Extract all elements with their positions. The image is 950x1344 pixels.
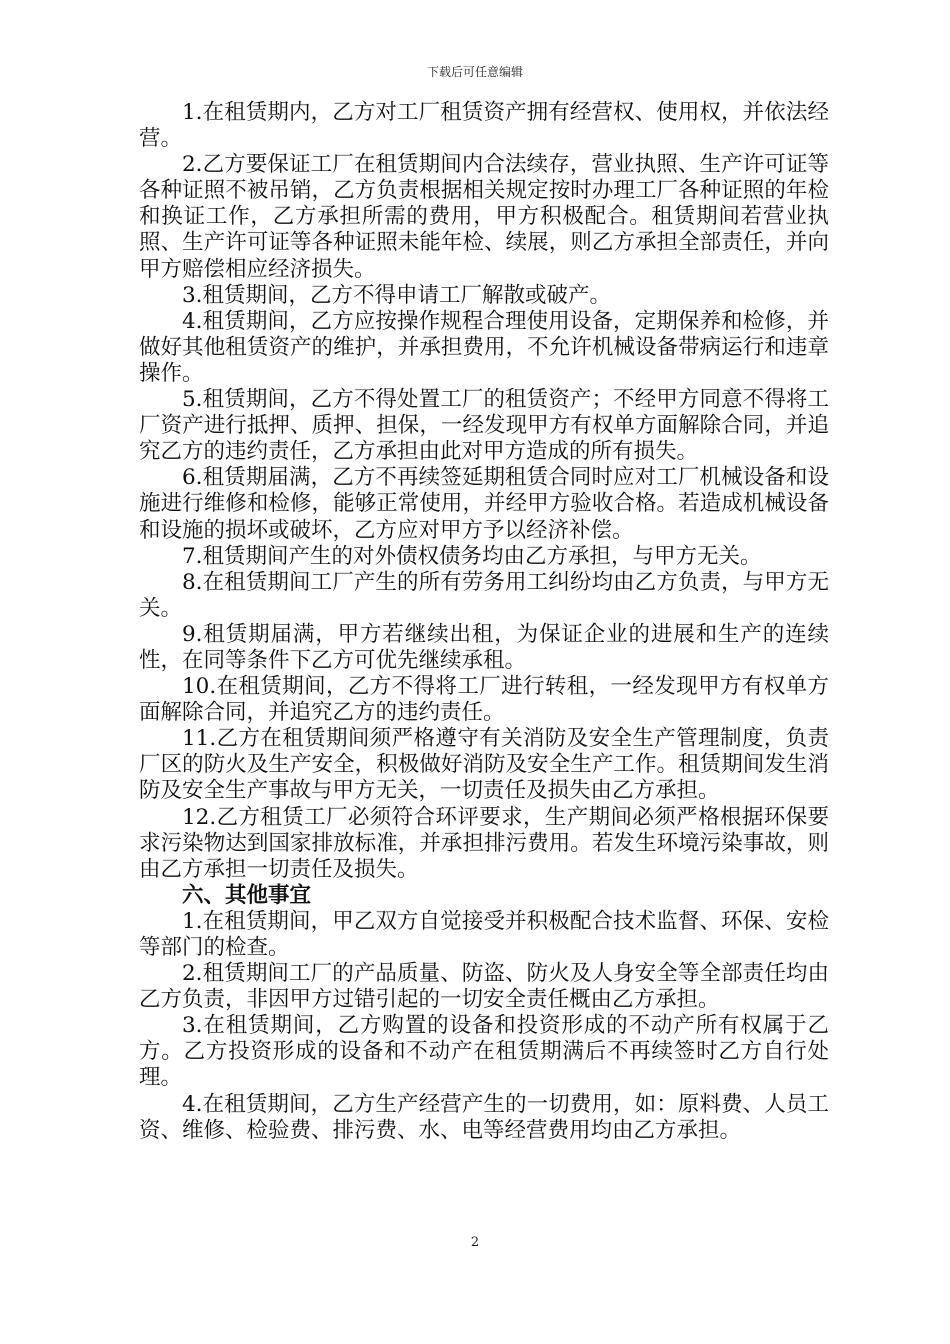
clause-5-6: 6.租赁期届满，乙方不再续签延期租赁合同时应对工厂机械设备和设施进行维修和检修，能够正常使用，并经甲方验收合格。若造成机械设备和设施的损坏或破坏，乙方应对甲方予以经济补偿。 (139, 465, 829, 543)
clause-5-7: 7.租赁期间产生的对外债权债务均由乙方承担，与甲方无关。 (182, 543, 762, 569)
clause-6-2: 2.租赁期间工厂的产品质量、防盗、防火及人身安全等全部责任均由乙方负责，非因甲方过错引起的一切安全责任概由乙方承担。 (139, 961, 829, 1013)
clause-5-4: 4.租赁期间，乙方应按操作规程合理使用设备，定期保养和检修，并做好其他租赁资产的维护，并承担费用，不允许机械设备带病运行和违章操作。 (139, 308, 829, 386)
section-6-title: 六、其他事宜 (182, 882, 312, 908)
clause-5-10: 10.在租赁期间，乙方不得将工厂进行转租，一经发现甲方有权单方面解除合同，并追究乙方的违约责任。 (139, 674, 829, 726)
clause-6-3: 3.在租赁期间，乙方购置的设备和投资形成的不动产所有权属于乙方。乙方投资形成的设备和不动产在租赁期满后不再续签时乙方自行处理。 (139, 1013, 829, 1091)
clause-5-5: 5.租赁期间，乙方不得处置工厂的租赁资产；不经甲方同意不得将工厂资产进行抵押、质押、担保，一经发现甲方有权单方面解除合同，并追究乙方的违约责任，乙方承担由此对甲方造成的所有损失。 (139, 387, 829, 465)
clause-6-1: 1.在租赁期间，甲乙双方自觉接受并积极配合技术监督、环保、安检等部门的检查。 (139, 908, 829, 960)
clause-5-2: 2.乙方要保证工厂在租赁期间内合法续存，营业执照、生产许可证等各种证照不被吊销，乙方负责根据相关规定按时办理工厂各种证照的年检和换证工作，乙方承担所需的费用，甲方积极配合。租赁期间若营业执照、生产许可证等各种证照未能年检、续展，则乙方承担全部责任，并向甲方赔偿相应经济损失。 (139, 152, 829, 282)
page-header-note: 下载后可任意编辑 (426, 65, 523, 79)
clause-5-11: 11.乙方在租赁期间须严格遵守有关消防及安全生产管理制度，负责厂区的防火及生产安全，积极做好消防及安全生产工作。租赁期间发生消防及安全生产事故与甲方无关，一切责任及损失由乙方承担。 (139, 726, 829, 804)
clause-6-4: 4.在租赁期间，乙方生产经营产生的一切费用，如：原料费、人员工资、维修、检验费、排污费、水、电等经营费用均由乙方承担。 (139, 1091, 829, 1143)
page-number: 2 (470, 1235, 480, 1250)
clause-5-9: 9.租赁期届满，甲方若继续出租，为保证企业的进展和生产的连续性，在同等条件下乙方可优先继续承租。 (139, 621, 829, 673)
document-body (139, 100, 829, 1144)
clause-5-8: 8.在租赁期间工厂产生的所有劳务用工纠纷均由乙方负责，与甲方无关。 (139, 569, 829, 621)
clause-5-12: 12.乙方租赁工厂必须符合环评要求，生产期间必须严格根据环保要求污染物达到国家排放标准，并承担排污费用。若发生环境污染事故，则由乙方承担一切责任及损失。 (139, 804, 829, 882)
clause-5-1: 1.在租赁期内，乙方对工厂租赁资产拥有经营权、使用权，并依法经营。 (139, 100, 829, 152)
clause-5-3: 3.租赁期间，乙方不得申请工厂解散或破产。 (182, 282, 612, 308)
